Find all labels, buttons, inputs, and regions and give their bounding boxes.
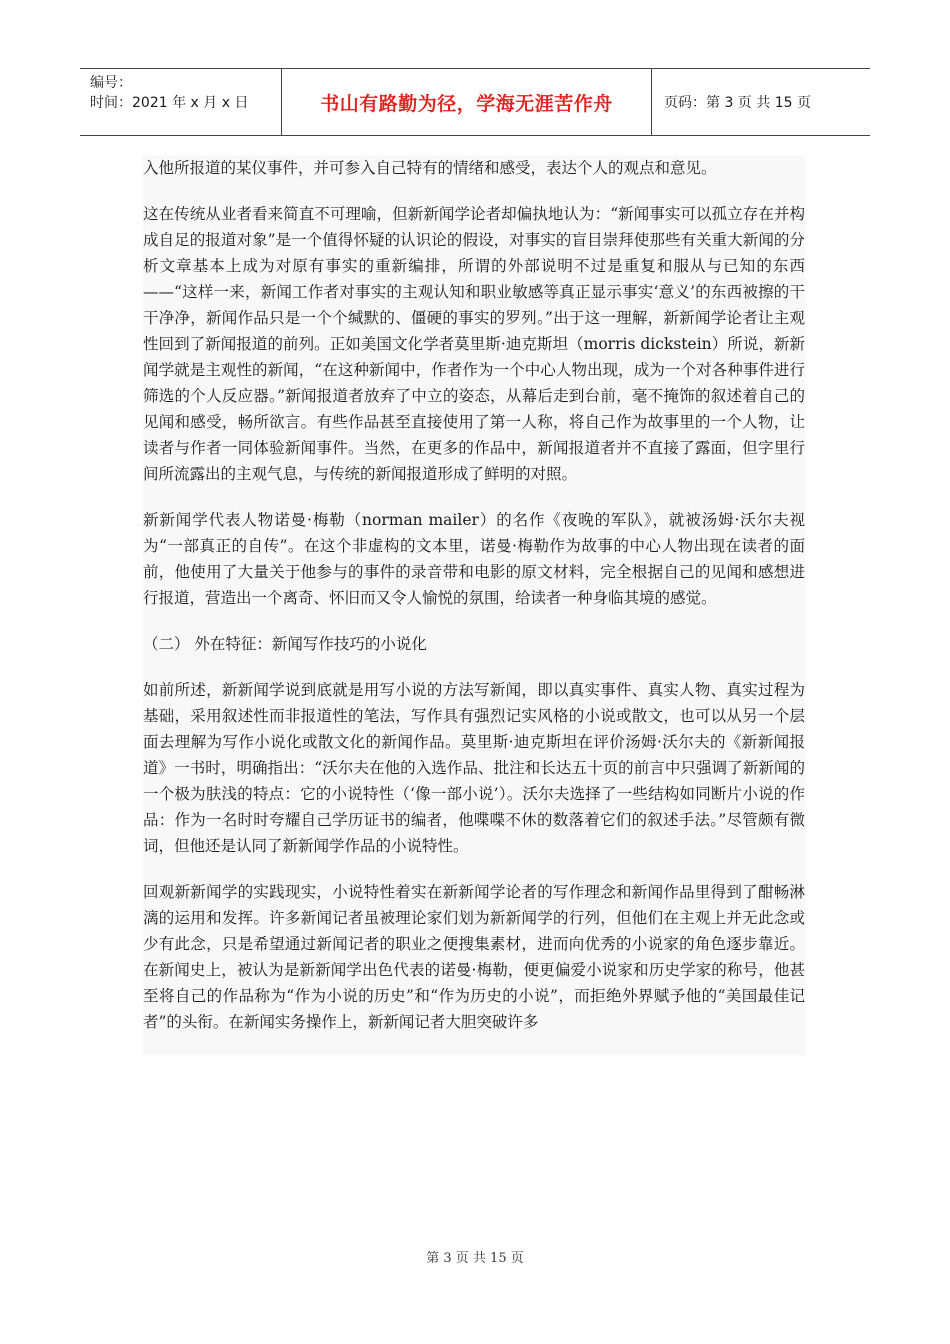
time-label: 时间：2021 年 x 月 x 日 (90, 95, 249, 111)
header-page-info: 页码：第 3 页 共 15 页 (664, 95, 811, 111)
paragraph-2: 这在传统从业者看来简直不可理喻，但新新闻学论者却偏执地认为：“新闻事实可以孤立存在并构成自足的报道对象”是一个值得怀疑的认识论的假设，对事实的盲目崇拜使那些有关重大新闻的分析文章基本上成为对原有事实的重新编排，所谓的外部说明不过是重复和服从与已知的东西——“这样一来，新闻工作者对事实的主观认知和职业敏感等真正显示事实‘意义’的东西被擦的干干净净，新闻作品只是一个个缄默的、僵硬的事实的罗列。”出于这一理解，新新闻学论者让主观性回到了新闻报道的前列。正如美国文化学者莫里斯·迪克斯坦（morris dickstein）所说，新新闻学就是主观性的新闻，“在这种新闻中，作者作为一个中心人物出现，成为一个对各种事件进行筛选的个人反应器。”新闻报道者放弃了中立的姿态，从幕后走到台前，毫不掩饰的叙述着自己的见闻和感受，畅所欲言。有些作品甚至直接使用了第一人称，将自己作为故事里的一个人物，让读者与作者一同体验新闻事件。当然，在更多的作品中，新闻报道者并不直接了露面，但字里行间所流露出的主观气息，与传统的新闻报道形成了鲜明的对照。 (143, 205, 805, 483)
paragraph-3: 新新闻学代表人物诺曼·梅勒（norman mailer）的名作《夜晚的军队》，就被汤姆·沃尔夫视为“一部真正的自传”。在这个非虚构的文本里，诺曼·梅勒作为故事的中心人物出现在读者的面前，他使用了大量关于他参与的事件的录音带和电影的原文材料，完全根据自己的见闻和感想进行报道，营造出一个离奇、怀旧而又令人愉悦的氛围，给读者一种身临其境的感觉。 (143, 511, 805, 607)
paragraph-4: 如前所述，新新闻学说到底就是用写小说的方法写新闻，即以真实事件、真实人物、真实过程为基础，采用叙述性而非报道性的笔法，写作具有强烈记实风格的小说或散文，也可以从另一个层面去理解为写作小说化或散文化的新闻作品。莫里斯·迪克斯坦在评价汤姆·沃尔夫的《新新闻报道》一书时，明确指出：“沃尔夫在他的入选作品、批注和长达五十页的前言中只强调了新新闻的一个极为肤浅的特点：它的小说特性（‘像一部小说’）。沃尔夫选择了一些结构如同断片小说的作品：作为一名时时夸耀自己学历证书的编者，他喋喋不休的数落着它们的叙述手法。”尽管颇有微词，但他还是认同了新新闻学作品的小说特性。 (143, 681, 805, 855)
code-label: 编号： (90, 75, 132, 91)
document-body (143, 155, 805, 1055)
paragraph-5: 回观新新闻学的实践现实，小说特性着实在新新闻学论者的写作理念和新闻作品里得到了酣畅淋漓的运用和发挥。许多新闻记者虽被理论家们划为新新闻学的行列，但他们在主观上并无此念或少有此念，只是希望通过新闻记者的职业之便搜集素材，进而向优秀的小说家的角色逐步靠近。在新闻史上，被认为是新新闻学出色代表的诺曼·梅勒，便更偏爱小说家和历史学家的称号，他甚至将自己的作品称为“作为小说的历史”和“作为历史的小说”，而拒绝外界赋予他的“美国最佳记者”的头衔。在新闻实务操作上，新新闻记者大胆突破许多 (143, 883, 805, 1031)
page-footer: 第 3 页 共 15 页 (426, 1251, 524, 1266)
page-header (80, 68, 870, 136)
paragraph-1: 入他所报道的某仪事件，并可参入自己特有的情绪和感受，表达个人的观点和意见。 (143, 159, 717, 177)
header-meta (80, 69, 282, 135)
section-heading: （二） 外在特征：新闻写作技巧的小说化 (143, 635, 427, 653)
header-motto: 书山有路勤为径，学海无涯苦作舟 (282, 69, 652, 135)
